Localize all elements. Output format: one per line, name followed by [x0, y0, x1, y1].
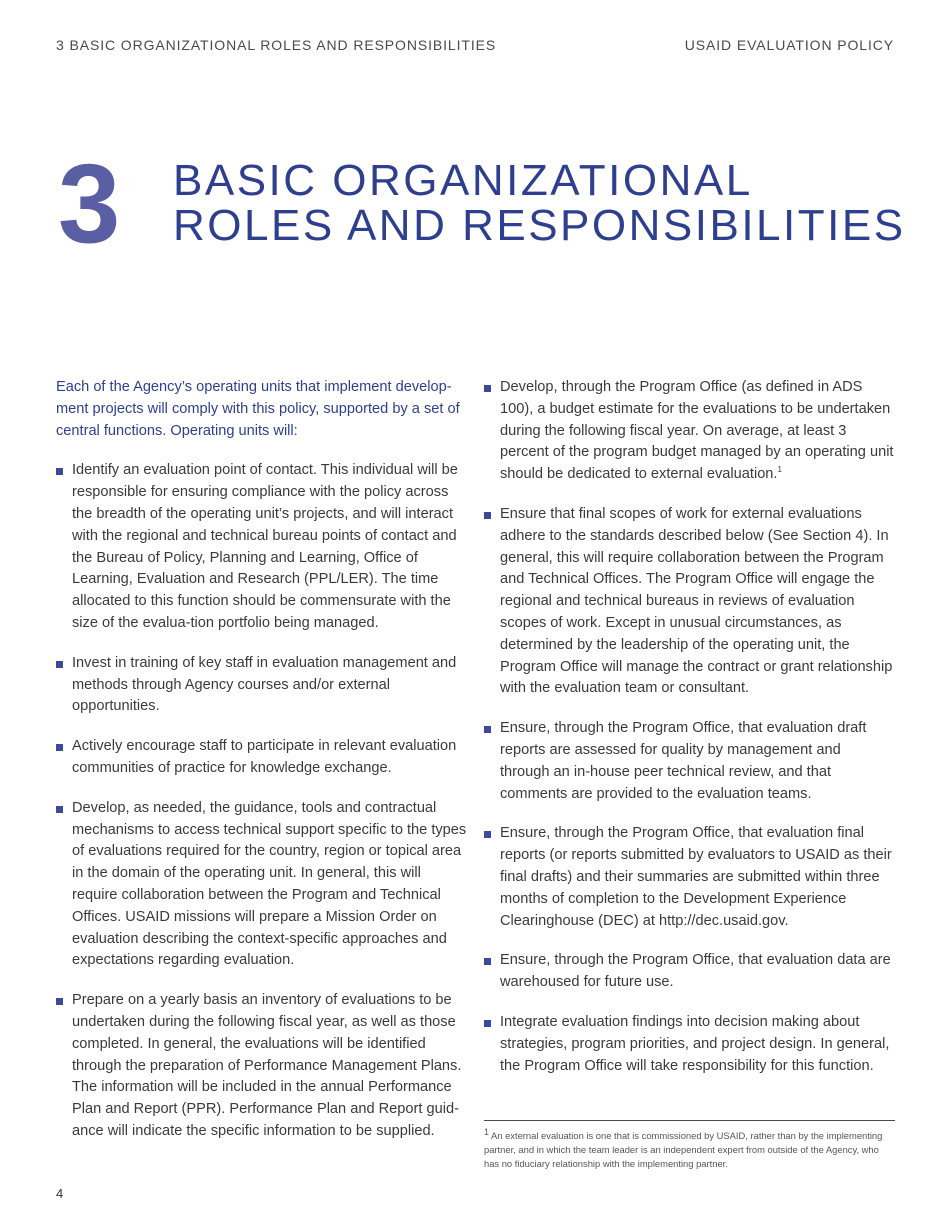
square-bullet-icon — [56, 661, 63, 668]
square-bullet-icon — [484, 385, 491, 392]
list-item — [484, 504, 894, 700]
chapter-title — [173, 158, 906, 248]
square-bullet-icon — [56, 468, 63, 475]
footnote-reference[interactable]: 1 — [777, 465, 782, 475]
list-item — [484, 823, 894, 932]
left-column — [56, 377, 468, 1161]
square-bullet-icon — [484, 831, 491, 838]
list-item-text: Prepare on a yearly basis an inventory of evaluations to be undertaken during the following fiscal year, as well as those completed. In general, the evaluations will be identified through the preparation of Performance Management Plans. The information will be included in the annual Performance Plan and Report (PPR). Performance Plan and Report guid-ance will indicate the specific information to be supplied. — [72, 992, 462, 1139]
left-bullet-list — [56, 460, 468, 1142]
list-item-text: Invest in training of key staff in evaluation management and methods through Agency courses and/or external opportunities. — [72, 654, 457, 715]
list-item-text: Ensure, through the Program Office, that evaluation final reports (or reports submitted by evaluators to USAID as their final drafts) and their summaries are submitted within three months of completion to the Development Experience Clearinghouse (DEC) at http://dec.usaid.gov. — [500, 825, 892, 929]
square-bullet-icon — [484, 726, 491, 733]
list-item-text: Develop, through the Program Office (as defined in ADS 100), a budget estimate for the evaluations to be undertaken during the following fiscal year. On average, at least 3 percent of the program budget managed by an operating unit should be dedicated to external evaluation. — [500, 379, 894, 483]
square-bullet-icon — [56, 744, 63, 751]
chapter-title-line-1: BASIC ORGANIZATIONAL — [173, 156, 753, 205]
list-item — [56, 736, 468, 780]
chapter-title-line-2: ROLES AND RESPONSIBILITIES — [173, 201, 906, 250]
list-item — [484, 377, 894, 486]
square-bullet-icon — [484, 958, 491, 965]
square-bullet-icon — [56, 998, 63, 1005]
list-item — [56, 990, 468, 1143]
list-item — [484, 1012, 894, 1077]
list-item — [484, 718, 894, 805]
footnote-mark: 1 — [484, 1126, 490, 1137]
page-number: 4 — [56, 1186, 64, 1201]
right-bullet-list — [484, 377, 894, 1077]
list-item-text: Ensure, through the Program Office, that evaluation draft reports are assessed for quality by management and through an in-house peer technical review, and that comments are provided to the evaluation teams. — [500, 720, 867, 802]
list-item-text: Actively encourage staff to participate in relevant evaluation communities of practice for knowledge exchange. — [72, 738, 457, 776]
chapter-number: 3 — [58, 141, 121, 266]
running-header-right: USAID EVALUATION POLICY — [684, 37, 894, 53]
list-item — [484, 950, 894, 994]
running-header-left: 3 BASIC ORGANIZATIONAL ROLES AND RESPONSIBILITIES — [56, 37, 497, 53]
square-bullet-icon — [484, 512, 491, 519]
square-bullet-icon — [484, 1020, 491, 1027]
footnote-text: An external evaluation is one that is commissioned by USAID, rather than by the implementing partner, and in which the team leader is an independent expert from outside of the Agency, who has no fiduciary relationship with the implementing partner. — [484, 1130, 883, 1169]
list-item — [56, 460, 468, 634]
square-bullet-icon — [56, 806, 63, 813]
intro-paragraph: Each of the Agency’s operating units that implement develop-ment projects will comply with this policy, supported by a set of central functions. Operating units will: — [56, 379, 460, 439]
list-item-text: Integrate evaluation findings into decision making about strategies, program priorities, and project design. In general, the Program Office will take responsibility for this function. — [500, 1013, 890, 1074]
list-item — [56, 798, 468, 972]
list-item — [56, 653, 468, 718]
list-item-text: Ensure that final scopes of work for external evaluations adhere to the standards described below (See Section 4). In general, this will require collaboration between the Program and Technical Offices. The Program Office will engage the regional and technical bureaus in reviews of evaluation scopes of work. Except in unusual circumstances, as determined by the leadership of the operating unit, the Program Office will manage the contract or grant relationship with the evaluation team or consultant. — [500, 505, 893, 697]
list-item-text: Ensure, through the Program Office, that evaluation data are warehoused for future use. — [500, 952, 891, 991]
list-item-text: Identify an evaluation point of contact. This individual will be responsible for ensuring compliance with the policy across the breadth of the operating unit’s projects, and will interact with the regional and technical bureau points of contact and the Bureau of Policy, Planning and Learning, Office of Learning, Evaluation and Research (PPL/LER). The time allocated to this function should be commensurate with the size of the evalua-tion portfolio being managed. — [72, 462, 458, 631]
right-column — [484, 377, 894, 1095]
list-item-text: Develop, as needed, the guidance, tools and contractual mechanisms to access technical support specific to the types of evaluations required for the country, region or topical area in the domain of the operating unit. In general, this will require collaboration between the Program and Technical Offices. USAID missions will prepare a Mission Order on evaluation describing the context-specific approaches and expectations regarding evaluation. — [72, 799, 467, 969]
footnote — [484, 1120, 895, 1171]
